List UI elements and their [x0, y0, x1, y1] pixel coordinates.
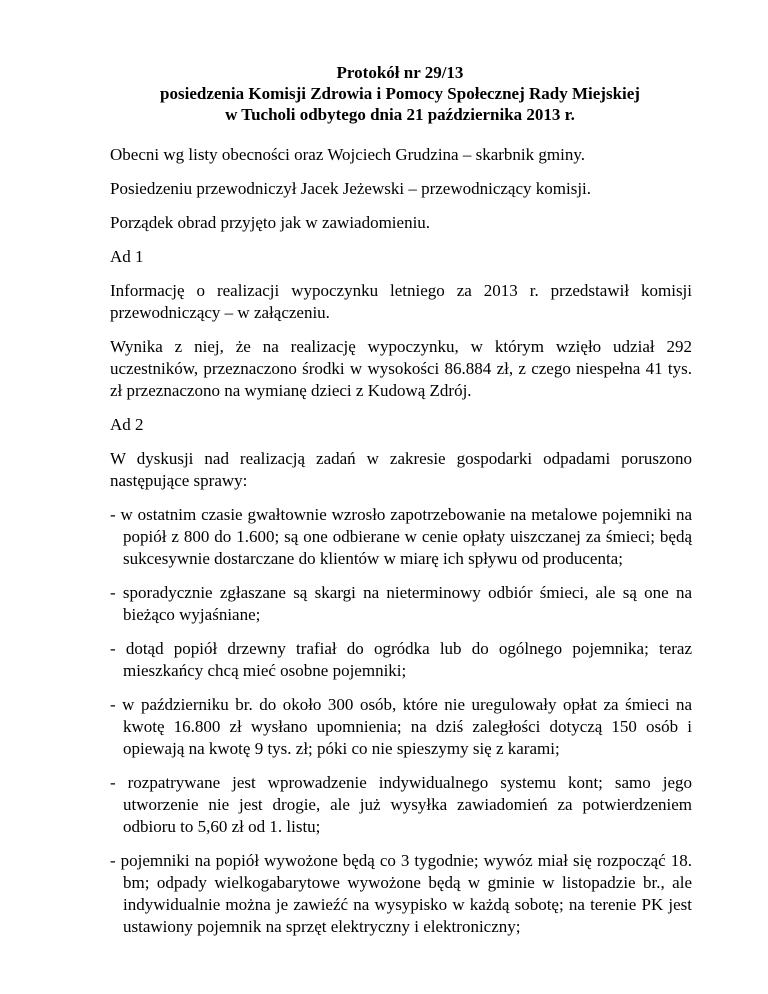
ad2-heading: Ad 2 — [110, 415, 144, 434]
ad2-intro-paragraph: W dyskusji nad realizacją zadań w zakresie gospodarki odpadami poruszono następujące sprawy: — [110, 449, 692, 490]
ad1-paragraph: Informację o realizacji wypoczynku letniego za 2013 r. przedstawił komisji przewodniczący – w załączeniu. — [110, 281, 692, 322]
discussion-list-item: - rozpatrywane jest wprowadzenie indywidualnego systemu kont; samo jego utworzenie nie jest drogie, ale już wysyłka zawiadomień za potwierdzeniem odbioru to 5,60 zł od 1. listu; — [110, 773, 692, 836]
title-line-2: posiedzenia Komisji Zdrowia i Pomocy Społecznej Rady Miejskiej — [160, 84, 640, 103]
agenda-paragraph: Porządek obrad przyjęto jak w zawiadomieniu. — [110, 213, 431, 232]
title-line-3: w Tucholi odbytego dnia 21 października 2013 r. — [225, 105, 575, 124]
attendance-paragraph: Obecni wg listy obecności oraz Wojciech Grudzina – skarbnik gminy. — [110, 145, 585, 164]
discussion-list-item: - pojemniki na popiół wywożone będą co 3 tygodnie; wywóz miał się rozpocząć 18. bm; odpady wielkogabarytowe wywożone będą w gminie w listopadzie br., ale indywidualnie można je zawieźć na wysypisko w każdą sobotę; na terenie PK jest ustawiony pojemnik na sprzęt elektryczny i elektroniczny; — [110, 851, 692, 936]
ad1-heading: Ad 1 — [110, 247, 144, 266]
discussion-list-item: - w październiku br. do około 300 osób, które nie uregulowały opłat za śmieci na kwotę 16.800 zł wysłano upomnienia; na dziś zaległości dotyczą 150 osób i opiewają na kwotę 9 tys. zł; póki co nie spieszymy się z karami; — [110, 695, 692, 758]
discussion-list-item: - sporadycznie zgłaszane są skargi na nieterminowy odbiór śmieci, ale są one na bieżąco wyjaśniane; — [110, 583, 692, 624]
protocol-title — [110, 62, 690, 125]
title-line-1: Protokół nr 29/13 — [336, 63, 464, 82]
discussion-list-item: - dotąd popiół drzewny trafiał do ogródka lub do ogólnego pojemnika; teraz mieszkańcy chcą mieć osobne pojemniki; — [110, 639, 692, 680]
document-body — [110, 144, 692, 950]
discussion-list-item: - w ostatnim czasie gwałtownie wzrosło zapotrzebowanie na metalowe pojemniki na popiół z 800 do 1.600; są one odbierane w cenie opłaty uiszczanej za śmieci; będą sukcesywnie dostarczane do klientów w miarę ich spływu od producenta; — [110, 505, 692, 568]
chair-paragraph: Posiedzeniu przewodniczył Jacek Jeżewski – przewodniczący komisji. — [110, 179, 592, 198]
ad1-paragraph: Wynika z niej, że na realizację wypoczynku, w którym wzięło udział 292 uczestników, przeznaczono środki w wysokości 86.884 zł, z czego niespełna 41 tys. zł przeznaczono na wymianę dzieci z Kudową Zdrój. — [110, 337, 692, 400]
